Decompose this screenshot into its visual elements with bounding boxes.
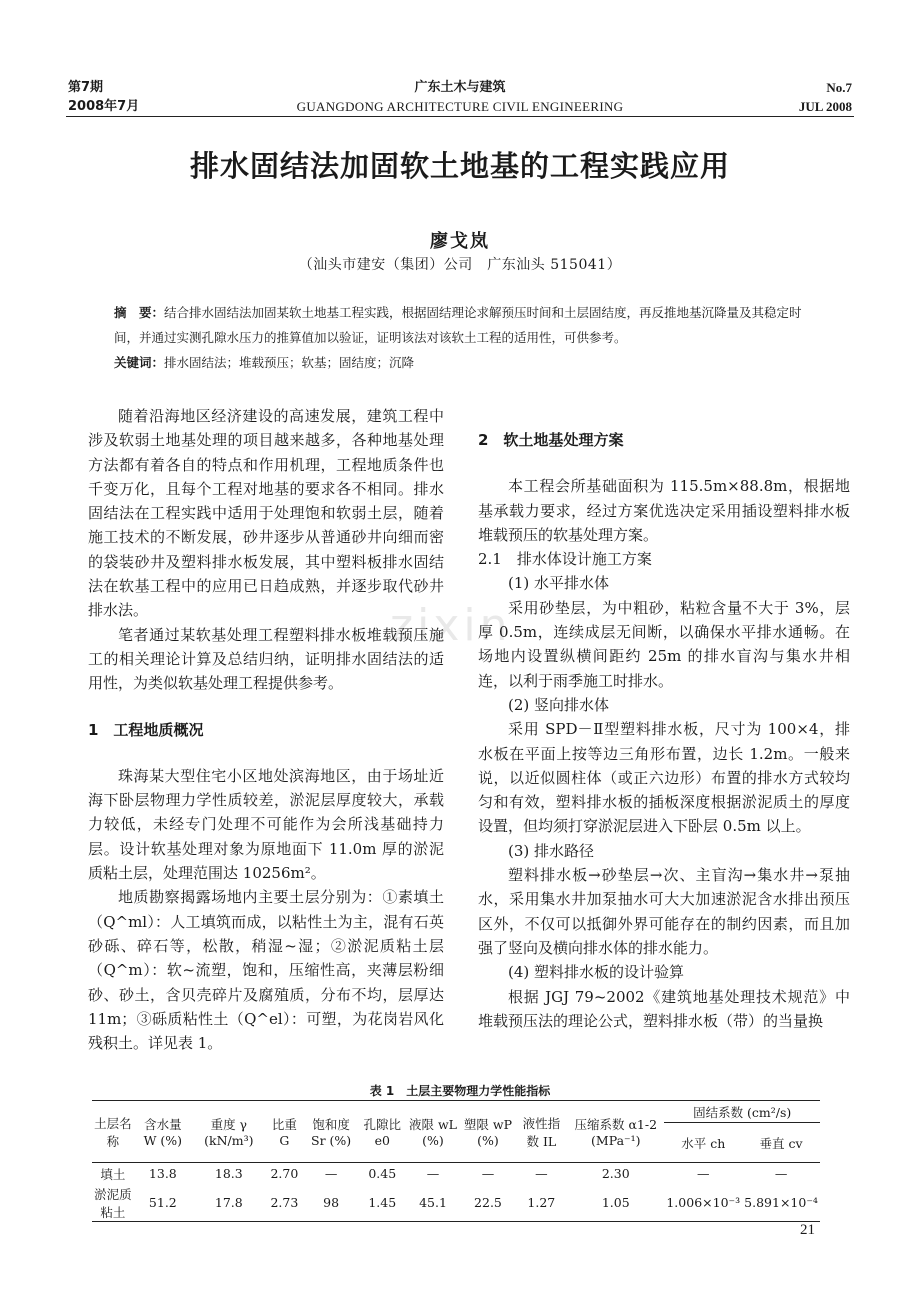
th-wp: 塑限 wP (%): [460, 1101, 515, 1163]
paragraph: 采用 SPD－Ⅱ型塑料排水板，尺寸为 100×4，排水板在平面上按等边三角形布置，边长 1.2m。一般来说，以近似圆柱体（或正六边形）布置的排水方式较均匀和有效，塑料排水板的插板深度根据淤泥质土的厚度设置，但均须打穿淤泥层进入下卧层 0.5m 以上。: [478, 720, 850, 836]
cell: 22.5: [460, 1185, 515, 1222]
item-heading: (1) 水平排水体: [508, 574, 610, 593]
cell: —: [664, 1163, 742, 1185]
cell: 51.2: [134, 1185, 192, 1222]
keywords-label: 关键词：: [114, 355, 165, 370]
paper-title: 排水固结法加固软土地基的工程实践应用: [189, 149, 730, 183]
header-issue-left: [68, 78, 139, 116]
item-heading: (3) 排水路径: [508, 841, 595, 860]
abstract-label: 摘 要：: [114, 305, 165, 320]
keywords-text: 排水固结法；堆载预压；软基；固结度；沉降: [164, 355, 415, 370]
table-title: 表 1 土层主要物理力学性能指标: [369, 1084, 551, 1098]
cell: 17.8: [192, 1185, 266, 1222]
date-en: JUL 2008: [798, 99, 852, 114]
paragraph: 根据 JGJ 79~2002《建筑地基处理技术规范》中堆载预压法的理论公式，塑料排水板（带）的当量换: [478, 987, 850, 1030]
author: 廖戈岚: [430, 231, 490, 252]
cell: 18.3: [192, 1163, 266, 1185]
table-row: [92, 1163, 820, 1185]
paragraph: 本工程会所基础面积为 115.5m×88.8m，根据地基承载力要求，经过方案优选决定采用插设塑料排水板堆载预压的软基处理方案。: [478, 477, 850, 544]
watermark: zixin: [390, 600, 512, 651]
paragraph: 采用砂垫层，为中粗砂，粘粒含量不大于 3%，层厚 0.5m，连续成层无间断，以确保水平排水通畅。在场地内设置纵横间距约 25m 的排水盲沟与集水井相连，以利于雨季施工时排水。: [478, 598, 850, 690]
cell: 2.30: [567, 1163, 664, 1185]
th-a12: 压缩系数 α1-2 (MPa⁻¹): [567, 1101, 664, 1163]
cell: 2.70: [266, 1163, 303, 1185]
section-heading-1: 1 工程地质概况: [88, 720, 204, 739]
section-heading-2: 2 软土地基处理方案: [478, 431, 624, 449]
paragraph: 随着沿海地区经济建设的高速发展，建筑工程中涉及软弱土地基处理的项目越来越多，各种地基处理方法都有着各自的特点和作用机理，工程地质条件也千变万化，且每个工程对地基的要求各不相同。排水固结法在工程实践中适用于处理饱和软弱土层，随着施工技术的不断发展，砂井逐步从普通砂井向细而密的袋装砂井及塑料排水板发展，其中塑料板排水固结法在软基工程中的应用已日趋成熟，并逐步取代砂井排水法。: [88, 407, 444, 620]
th-il: 液性指数 IL: [515, 1101, 567, 1163]
header-rule: [66, 116, 854, 117]
th-consolidation: 固结系数 (cm²/s): [664, 1101, 820, 1123]
keywords: [114, 350, 822, 375]
cell: —: [406, 1163, 461, 1185]
soil-properties-table: [92, 1100, 820, 1222]
cell: 1.05: [567, 1185, 664, 1222]
cell: 45.1: [406, 1185, 461, 1222]
cell: —: [515, 1163, 567, 1185]
cell: 1.45: [359, 1185, 405, 1222]
page-number: 21: [800, 1222, 815, 1238]
table-row: [92, 1185, 820, 1222]
th-wl: 液限 wL (%): [406, 1101, 461, 1163]
th-layer: 土层名称: [92, 1101, 134, 1163]
cell: 1.27: [515, 1185, 567, 1222]
th-cv: 垂直 cv: [759, 1135, 803, 1151]
cell: 0.45: [359, 1163, 405, 1185]
cell: 98: [303, 1185, 359, 1222]
cell: 13.8: [134, 1163, 192, 1185]
paragraph: 地质勘察揭露场地内主要土层分别为：①素填土（Q^ml）：人工填筑而成，以粘性土为主，混有石英砂砾、碎石等，松散，稍湿~湿；②淤泥质粘土层（Q^m）：软~流塑，饱和，压缩性高，夹薄层粉细砂、砂土，含贝壳碎片及腐殖质，分布不均，层厚达 11m；③砾质粘性土（Q^el）：可塑，为花岗岩风化残积土。详见表 1。: [88, 888, 444, 1053]
th-gs: 比重 G: [266, 1101, 303, 1163]
affiliation: （汕头市建安（集团）公司 广东汕头 515041）: [298, 257, 622, 273]
th-gamma: 重度 γ (kN/m³): [192, 1101, 266, 1163]
right-column: [478, 428, 850, 1033]
cell: 2.73: [266, 1185, 303, 1222]
cell: 淤泥质粘土: [92, 1185, 134, 1222]
item-heading: (4) 塑料排水板的设计验算: [508, 963, 685, 982]
cell: —: [742, 1163, 820, 1185]
item-heading: (2) 竖向排水体: [508, 695, 610, 714]
subsection-heading-2-1: 2.1 排水体设计施工方案: [478, 550, 652, 569]
journal-en: GUANGDONG ARCHITECTURE CIVIL ENGINEERING: [296, 99, 624, 114]
abstract: [114, 300, 822, 350]
issue-cn: 第7期: [68, 80, 104, 95]
cell: 填土: [92, 1163, 134, 1185]
journal-name: [260, 78, 660, 116]
cell: —: [460, 1163, 515, 1185]
paragraph: 笔者通过某软基处理工程塑料排水板堆载预压施工的相关理论计算及总结归纳，证明排水固结法的适用性，为类似软基处理工程提供参考。: [88, 625, 444, 693]
cell: —: [303, 1163, 359, 1185]
journal-cn: 广东土木与建筑: [414, 80, 506, 95]
th-water: 含水量 W (%): [134, 1101, 192, 1163]
issue-en: No.7: [826, 80, 852, 95]
cell: 1.006×10⁻³: [664, 1185, 742, 1222]
th-sr: 饱和度 Sr (%): [303, 1101, 359, 1163]
abstract-text: 结合排水固结法加固某软土地基工程实践，根据固结理论求解预压时间和土层固结度，再反推地基沉降量及其稳定时间，并通过实测孔隙水压力的推算值加以验证，证明该法对该软土工程的适用性，可供参考。: [114, 305, 802, 345]
th-ch: 水平 ch: [681, 1135, 726, 1151]
date-cn: 2008年7月: [68, 99, 140, 114]
left-column: [88, 404, 444, 1055]
header-issue-right: [799, 78, 852, 116]
th-e0: 孔隙比 e0: [359, 1101, 405, 1163]
paragraph: 珠海某大型住宅小区地处滨海地区，由于场址近海下卧层物理力学性质较差，淤泥层厚度较大，承载力较低，未经专门处理不可能作为会所浅基础持力层。设计软基处理对象为原地面下 11.0m 厚的淤泥质粘土层，处理范围达 10256m²。: [88, 766, 444, 883]
cell: 5.891×10⁻⁴: [742, 1185, 820, 1222]
paragraph: 塑料排水板→砂垫层→次、主盲沟→集水井→泵抽水，采用集水井加泵抽水可大大加速淤泥含水排出预压区外，不仅可以抵御外界可能存在的制约因素，而且加强了竖向及横向排水体的排水能力。: [478, 866, 850, 957]
